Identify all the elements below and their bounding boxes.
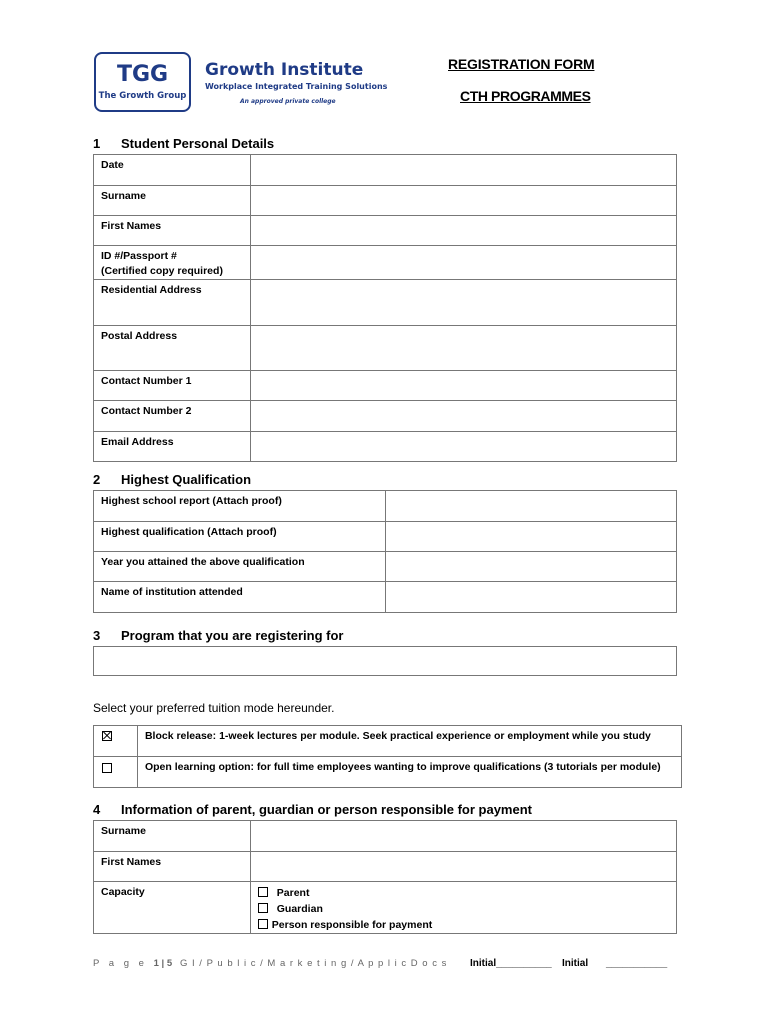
field-label: Date (94, 155, 251, 186)
document-reference: G I / P u b l i c / M a r k e t i n g / A p p l i c D o c s (180, 958, 448, 969)
highest-qualification-field[interactable] (385, 522, 676, 552)
table-row (94, 582, 677, 613)
section-number: 4 (93, 802, 101, 817)
section-number: 1 (93, 136, 101, 151)
section-4-heading (93, 802, 532, 817)
table-row (94, 757, 682, 788)
postal-address-field[interactable] (250, 326, 676, 371)
section-number: 3 (93, 628, 101, 643)
field-label: Highest school report (Attach proof) (94, 491, 386, 522)
field-label: Surname (94, 186, 251, 216)
brand-tagline: Workplace Integrated Training Solutions (205, 82, 388, 91)
checkbox-cell (94, 757, 138, 788)
section-title: Program that you are registering for (121, 628, 344, 643)
tuition-mode-table (93, 725, 682, 788)
student-details-table (93, 154, 677, 462)
table-row (94, 882, 677, 934)
field-label: Postal Address (94, 326, 251, 371)
section-title: Information of parent, guardian or person responsible for payment (121, 802, 532, 817)
option-label: Guardian (276, 903, 323, 915)
block-release-checkbox[interactable] (102, 731, 112, 741)
school-report-field[interactable] (385, 491, 676, 522)
id-passport-field[interactable] (250, 246, 676, 280)
field-label: First Names (94, 216, 251, 246)
table-row (94, 280, 677, 326)
id-label: ID #/Passport # (101, 250, 177, 262)
capacity-option (251, 917, 676, 933)
tuition-mode-prompt: Select your preferred tuition mode hereunder. (93, 701, 335, 715)
option-label: Parent (276, 887, 310, 899)
field-label: Contact Number 2 (94, 401, 251, 432)
parent-checkbox[interactable] (258, 887, 268, 897)
guardian-checkbox[interactable] (258, 903, 268, 913)
option-label: Block release: 1-week lectures per module. Seek practical experience or employment while you study (137, 726, 681, 757)
field-label: First Names (94, 852, 251, 882)
form-subtitle: CTH PROGRAMMES (460, 88, 591, 104)
initial-field-2[interactable]: ___________ (606, 958, 668, 969)
date-field[interactable] (250, 155, 676, 186)
form-title: REGISTRATION FORM (448, 56, 595, 72)
id-note: (Certified copy required) (101, 265, 223, 277)
contact-number-1-field[interactable] (250, 371, 676, 401)
table-row (94, 726, 682, 757)
field-label: Year you attained the above qualification (94, 552, 386, 582)
brand-name: Growth Institute (205, 60, 364, 80)
payer-checkbox[interactable] (258, 919, 268, 929)
program-field[interactable] (93, 646, 677, 676)
field-label: Surname (94, 821, 251, 852)
capacity-options (250, 882, 676, 934)
table-row (94, 401, 677, 432)
section-title: Student Personal Details (121, 136, 275, 151)
surname-field[interactable] (250, 186, 676, 216)
table-row (94, 371, 677, 401)
table-row (94, 326, 677, 371)
table-row (94, 522, 677, 552)
table-row (94, 216, 677, 246)
section-number: 2 (93, 472, 101, 487)
logo-letters: TGG (116, 62, 169, 87)
guardian-table (93, 820, 677, 934)
section-title: Highest Qualification (121, 472, 252, 487)
page-separator: | (158, 958, 167, 969)
guardian-surname-field[interactable] (250, 821, 676, 852)
field-label: Email Address (94, 432, 251, 462)
guardian-first-names-field[interactable] (250, 852, 676, 882)
table-row (94, 246, 677, 280)
field-label: Residential Address (94, 280, 251, 326)
capacity-option (251, 885, 676, 901)
initial-field-1[interactable]: Initial__________ (470, 958, 552, 969)
table-row (94, 491, 677, 522)
logo-subtext: The Growth Group (98, 91, 187, 101)
year-attained-field[interactable] (385, 552, 676, 582)
initial-label-2: Initial (562, 958, 589, 969)
contact-number-2-field[interactable] (250, 401, 676, 432)
table-row (94, 155, 677, 186)
qualification-table (93, 490, 677, 613)
table-row (94, 432, 677, 462)
section-3-heading (93, 628, 344, 643)
residential-address-field[interactable] (250, 280, 676, 326)
field-label: Capacity (94, 882, 251, 934)
capacity-option (251, 901, 676, 917)
field-label: Highest qualification (Attach proof) (94, 522, 386, 552)
brand-note: An approved private college (240, 98, 336, 105)
open-learning-checkbox[interactable] (102, 763, 112, 773)
table-row (94, 552, 677, 582)
field-label: Name of institution attended (94, 582, 386, 613)
page-number (93, 958, 172, 969)
page-total: 5 (166, 958, 173, 969)
first-names-field[interactable] (250, 216, 676, 246)
section-2-heading (93, 472, 251, 487)
checkbox-cell (94, 726, 138, 757)
option-label: Open learning option: for full time employees wanting to improve qualifications (3 tutorials per module) (137, 757, 681, 788)
field-label: Contact Number 1 (94, 371, 251, 401)
institution-field[interactable] (385, 582, 676, 613)
table-row (94, 852, 677, 882)
table-row (94, 186, 677, 216)
email-address-field[interactable] (250, 432, 676, 462)
field-label (94, 246, 251, 280)
page-current: 1 (153, 958, 159, 969)
section-1-heading (93, 136, 274, 151)
option-label: Person responsible for payment (271, 919, 433, 931)
table-row (94, 821, 677, 852)
page-prefix: P a g e (93, 958, 154, 969)
tgg-logo (94, 52, 191, 112)
